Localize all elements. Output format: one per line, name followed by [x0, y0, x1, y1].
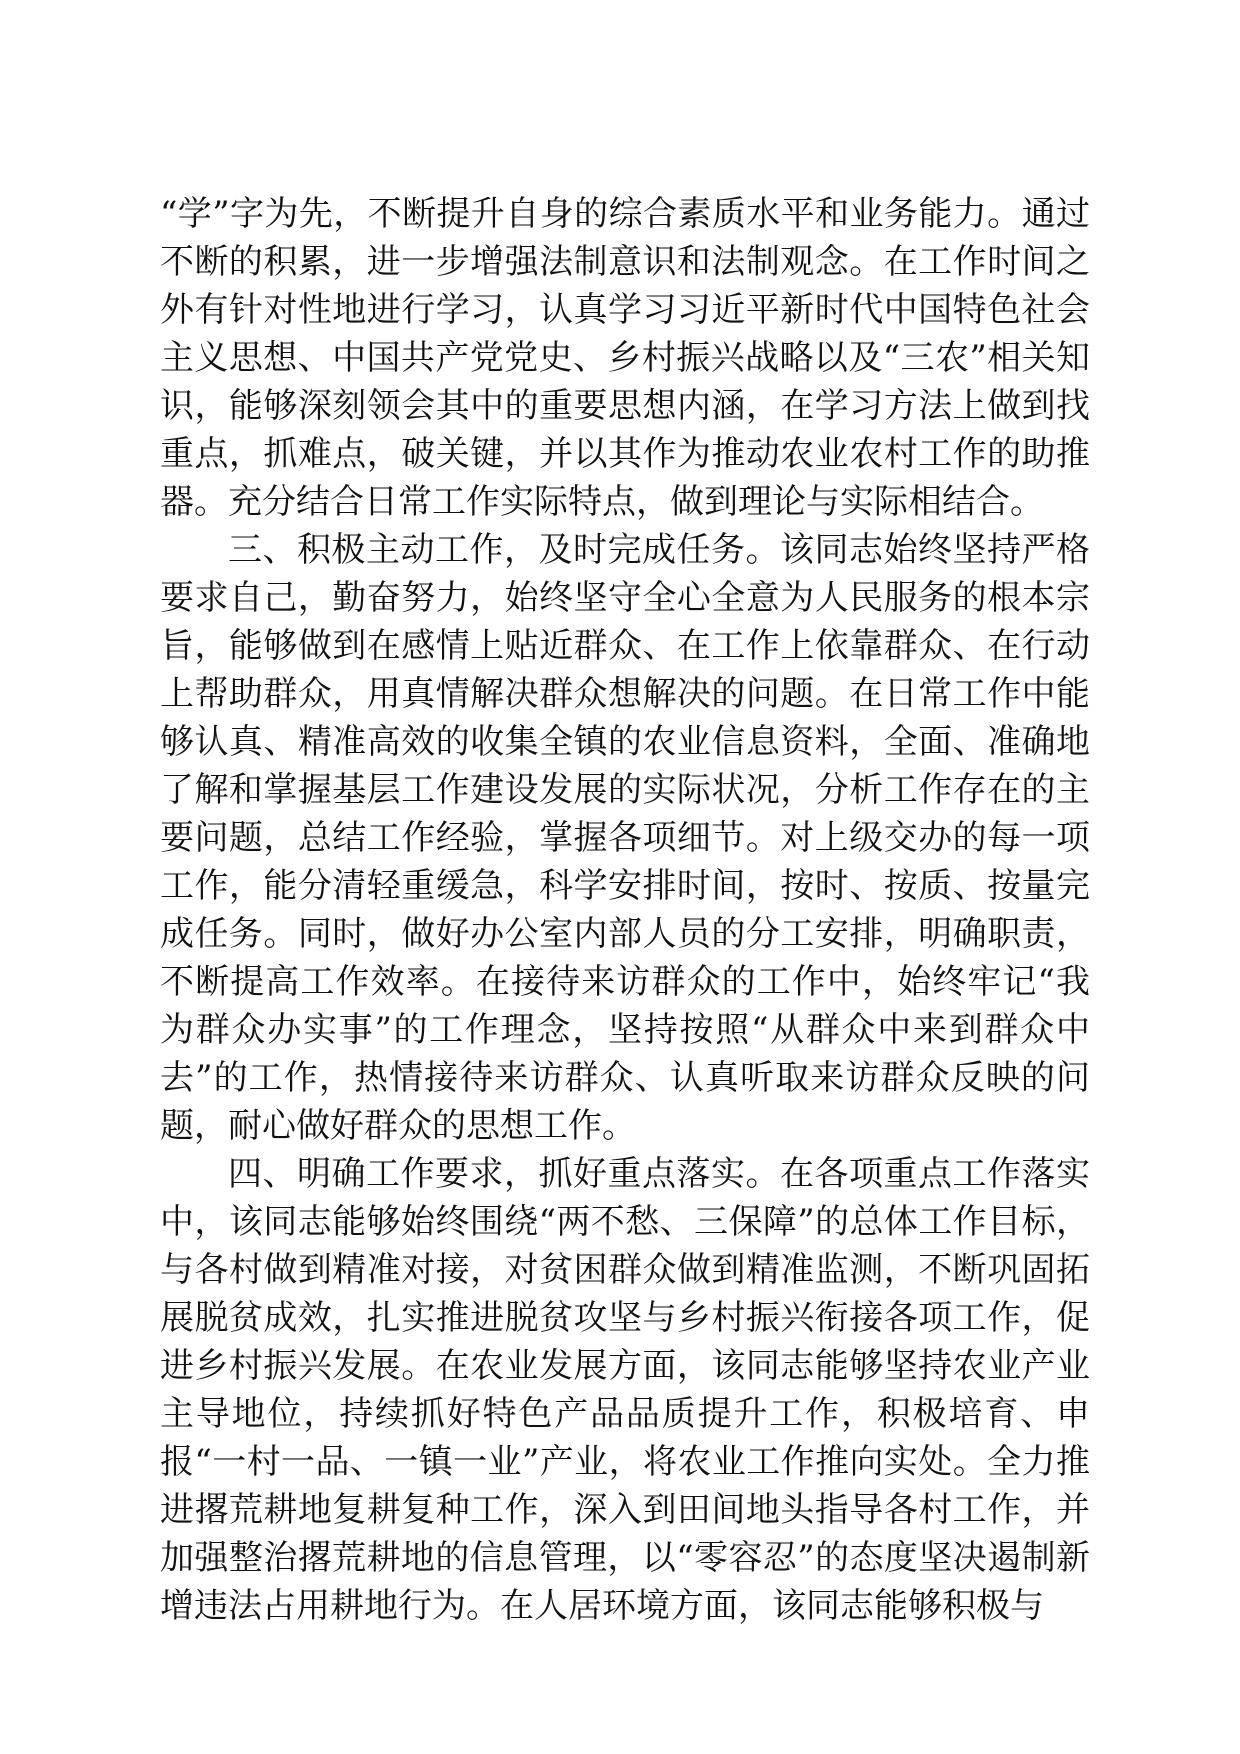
paragraph-section-four: 四、明确工作要求，抓好重点落实。在各项重点工作落实中，该同志能够始终围绕“两不愁、三保障”的总体工作目标，与各村做到精准对接，对贫困群众做到精准监测，不断巩固拓展脱贫成效，扎实推进脱贫攻坚与乡村振兴衔接各项工作，促进乡村振兴发展。在农业发展方面，该同志能够坚持农业产业主导地位，持续抓好特色产品品质提升工作，积极培育、申报“一村一品、一镇一业”产业，将农业工作推向实处。全力推进撂荒耕地复耕复种工作，深入到田间地头指导各村工作，并加强整治撂荒耕地的信息管理，以“零容忍”的态度坚决遏制新增违法占用耕地行为。在人居环境方面，该同志能够积极与 [160, 1154, 1090, 1626]
paragraph-study: “学”字为先，不断提升自身的综合素质水平和业务能力。通过不断的积累，进一步增强法制意识和法制观念。在工作时间之外有针对性地进行学习，认真学习习近平新时代中国特色社会主义思想、中国共产党党史、乡村振兴战略以及“三农”相关知识，能够深刻领会其中的重要思想内涵，在学习方法上做到找重点，抓难点，破关键，并以其作为推动农业农村工作的助推器。充分结合日常工作实际特点，做到理论与实际相结合。 [160, 194, 1090, 522]
body-text [160, 190, 1090, 1630]
paragraph-section-three: 三、积极主动工作，及时完成任务。该同志始终坚持严格要求自己，勤奋努力，始终坚守全心全意为人民服务的根本宗旨，能够做到在感情上贴近群众、在工作上依靠群众、在行动上帮助群众，用真情解决群众想解决的问题。在日常工作中能够认真、精准高效的收集全镇的农业信息资料，全面、准确地了解和掌握基层工作建设发展的实际状况，分析工作存在的主要问题，总结工作经验，掌握各项细节。对上级交办的每一项工作，能分清轻重缓急，科学安排时间，按时、按质、按量完成任务。同时，做好办公室内部人员的分工安排，明确职责，不断提高工作效率。在接待来访群众的工作中，始终牢记“我为群众办实事”的工作理念，坚持按照“从群众中来到群众中去”的工作，热情接待来访群众、认真听取来访群众反映的问题，耐心做好群众的思想工作。 [160, 530, 1090, 1146]
